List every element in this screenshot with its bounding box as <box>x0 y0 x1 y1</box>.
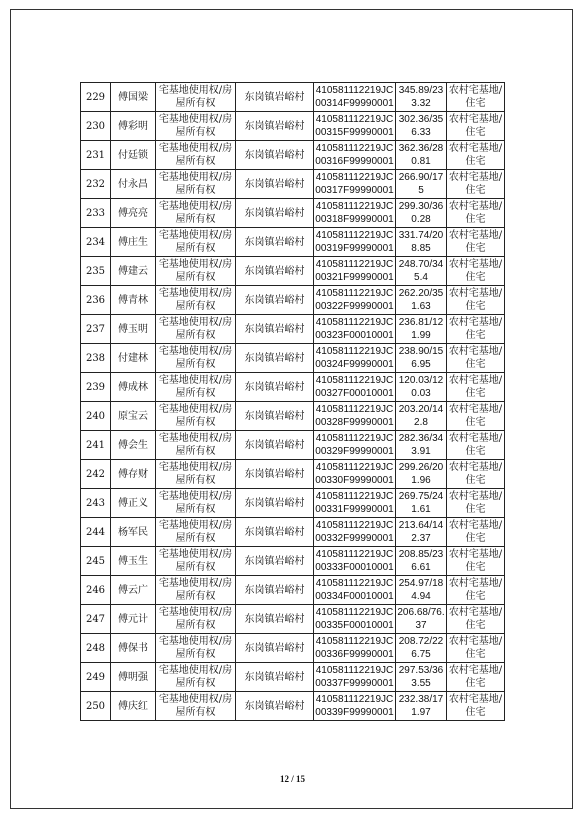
cell-right-type: 宅基地使用权/房屋所有权 <box>156 634 236 663</box>
cell-right-type: 宅基地使用权/房屋所有权 <box>156 286 236 315</box>
cell-location: 东岗镇岩峪村 <box>236 634 314 663</box>
cell-number: 230 <box>81 112 111 141</box>
cell-right-type: 宅基地使用权/房屋所有权 <box>156 605 236 634</box>
cell-area: 299.30/360.28 <box>396 199 447 228</box>
cell-number: 229 <box>81 83 111 112</box>
cell-right-type: 宅基地使用权/房屋所有权 <box>156 257 236 286</box>
cell-number: 248 <box>81 634 111 663</box>
cell-unit-code: 410581112219JC00317F99990001 <box>314 170 396 199</box>
cell-location: 东岗镇岩峪村 <box>236 112 314 141</box>
cell-unit-code: 410581112219JC00323F00010001 <box>314 315 396 344</box>
table-row <box>81 315 505 344</box>
table-row <box>81 83 505 112</box>
cell-area: 236.81/121.99 <box>396 315 447 344</box>
cell-land-use: 农村宅基地/住宅 <box>447 460 505 489</box>
cell-unit-code: 410581112219JC00321F99990001 <box>314 257 396 286</box>
cell-number: 237 <box>81 315 111 344</box>
cell-right-type: 宅基地使用权/房屋所有权 <box>156 315 236 344</box>
cell-number: 240 <box>81 402 111 431</box>
cell-location: 东岗镇岩峪村 <box>236 141 314 170</box>
cell-unit-code: 410581112219JC00324F99990001 <box>314 344 396 373</box>
cell-owner-name: 傅明强 <box>111 663 156 692</box>
cell-number: 249 <box>81 663 111 692</box>
cell-location: 东岗镇岩峪村 <box>236 83 314 112</box>
cell-right-type: 宅基地使用权/房屋所有权 <box>156 199 236 228</box>
cell-location: 东岗镇岩峪村 <box>236 576 314 605</box>
cell-unit-code: 410581112219JC00339F99990001 <box>314 692 396 721</box>
cell-unit-code: 410581112219JC00330F99990001 <box>314 460 396 489</box>
cell-land-use: 农村宅基地/住宅 <box>447 518 505 547</box>
cell-unit-code: 410581112219JC00322F99990001 <box>314 286 396 315</box>
table-row <box>81 576 505 605</box>
cell-land-use: 农村宅基地/住宅 <box>447 141 505 170</box>
cell-right-type: 宅基地使用权/房屋所有权 <box>156 663 236 692</box>
table-body <box>81 83 505 721</box>
cell-number: 236 <box>81 286 111 315</box>
page-number: 12 / 15 <box>279 774 305 784</box>
cell-number: 239 <box>81 373 111 402</box>
table-row <box>81 431 505 460</box>
cell-number: 232 <box>81 170 111 199</box>
cell-area: 362.36/280.81 <box>396 141 447 170</box>
cell-location: 东岗镇岩峪村 <box>236 489 314 518</box>
cell-location: 东岗镇岩峪村 <box>236 605 314 634</box>
table-row <box>81 112 505 141</box>
cell-number: 235 <box>81 257 111 286</box>
cell-land-use: 农村宅基地/住宅 <box>447 228 505 257</box>
cell-area: 269.75/241.61 <box>396 489 447 518</box>
cell-land-use: 农村宅基地/住宅 <box>447 83 505 112</box>
cell-land-use: 农村宅基地/住宅 <box>447 344 505 373</box>
table-row <box>81 402 505 431</box>
cell-number: 242 <box>81 460 111 489</box>
cell-owner-name: 傅存财 <box>111 460 156 489</box>
cell-unit-code: 410581112219JC00314F99990001 <box>314 83 396 112</box>
cell-number: 233 <box>81 199 111 228</box>
cell-right-type: 宅基地使用权/房屋所有权 <box>156 402 236 431</box>
cell-unit-code: 410581112219JC00337F99990001 <box>314 663 396 692</box>
cell-area: 331.74/208.85 <box>396 228 447 257</box>
cell-owner-name: 傅亮亮 <box>111 199 156 228</box>
cell-right-type: 宅基地使用权/房屋所有权 <box>156 460 236 489</box>
cell-area: 248.70/345.4 <box>396 257 447 286</box>
cell-location: 东岗镇岩峪村 <box>236 344 314 373</box>
cell-owner-name: 傅彩明 <box>111 112 156 141</box>
cell-owner-name: 傅保书 <box>111 634 156 663</box>
cell-land-use: 农村宅基地/住宅 <box>447 373 505 402</box>
cell-unit-code: 410581112219JC00315F99990001 <box>314 112 396 141</box>
cell-land-use: 农村宅基地/住宅 <box>447 286 505 315</box>
cell-land-use: 农村宅基地/住宅 <box>447 547 505 576</box>
cell-number: 243 <box>81 489 111 518</box>
cell-right-type: 宅基地使用权/房屋所有权 <box>156 83 236 112</box>
table-row <box>81 489 505 518</box>
cell-area: 203.20/142.8 <box>396 402 447 431</box>
cell-unit-code: 410581112219JC00318F99990001 <box>314 199 396 228</box>
table-row <box>81 518 505 547</box>
cell-land-use: 农村宅基地/住宅 <box>447 170 505 199</box>
cell-owner-name: 傅国梁 <box>111 83 156 112</box>
cell-area: 282.36/343.91 <box>396 431 447 460</box>
cell-right-type: 宅基地使用权/房屋所有权 <box>156 344 236 373</box>
cell-area: 208.72/226.75 <box>396 634 447 663</box>
table-row <box>81 663 505 692</box>
cell-land-use: 农村宅基地/住宅 <box>447 489 505 518</box>
cell-area: 232.38/171.97 <box>396 692 447 721</box>
cell-unit-code: 410581112219JC00327F00010001 <box>314 373 396 402</box>
cell-right-type: 宅基地使用权/房屋所有权 <box>156 576 236 605</box>
cell-number: 247 <box>81 605 111 634</box>
table-row <box>81 286 505 315</box>
cell-location: 东岗镇岩峪村 <box>236 257 314 286</box>
cell-area: 238.90/156.95 <box>396 344 447 373</box>
cell-location: 东岗镇岩峪村 <box>236 663 314 692</box>
cell-owner-name: 傅庄生 <box>111 228 156 257</box>
cell-right-type: 宅基地使用权/房屋所有权 <box>156 141 236 170</box>
cell-area: 345.89/233.32 <box>396 83 447 112</box>
cell-land-use: 农村宅基地/住宅 <box>447 112 505 141</box>
cell-location: 东岗镇岩峪村 <box>236 199 314 228</box>
cell-unit-code: 410581112219JC00328F99990001 <box>314 402 396 431</box>
cell-number: 241 <box>81 431 111 460</box>
cell-area: 206.68/76.37 <box>396 605 447 634</box>
table-row <box>81 141 505 170</box>
cell-owner-name: 原宝云 <box>111 402 156 431</box>
cell-number: 234 <box>81 228 111 257</box>
cell-number: 246 <box>81 576 111 605</box>
cell-area: 266.90/175 <box>396 170 447 199</box>
cell-owner-name: 傅玉明 <box>111 315 156 344</box>
cell-number: 245 <box>81 547 111 576</box>
cell-land-use: 农村宅基地/住宅 <box>447 576 505 605</box>
cell-area: 120.03/120.03 <box>396 373 447 402</box>
table-row <box>81 692 505 721</box>
cell-unit-code: 410581112219JC00333F00010001 <box>314 547 396 576</box>
cell-land-use: 农村宅基地/住宅 <box>447 634 505 663</box>
cell-owner-name: 杨军民 <box>111 518 156 547</box>
cell-land-use: 农村宅基地/住宅 <box>447 402 505 431</box>
table-row <box>81 460 505 489</box>
cell-location: 东岗镇岩峪村 <box>236 286 314 315</box>
cell-area: 262.20/351.63 <box>396 286 447 315</box>
cell-location: 东岗镇岩峪村 <box>236 315 314 344</box>
cell-land-use: 农村宅基地/住宅 <box>447 257 505 286</box>
cell-unit-code: 410581112219JC00336F99990001 <box>314 634 396 663</box>
cell-number: 231 <box>81 141 111 170</box>
table-row <box>81 547 505 576</box>
cell-location: 东岗镇岩峪村 <box>236 402 314 431</box>
cell-area: 297.53/363.55 <box>396 663 447 692</box>
cell-right-type: 宅基地使用权/房屋所有权 <box>156 692 236 721</box>
cell-right-type: 宅基地使用权/房屋所有权 <box>156 547 236 576</box>
cell-unit-code: 410581112219JC00319F99990001 <box>314 228 396 257</box>
cell-right-type: 宅基地使用权/房屋所有权 <box>156 228 236 257</box>
cell-owner-name: 傅建云 <box>111 257 156 286</box>
cell-owner-name: 傅成林 <box>111 373 156 402</box>
cell-land-use: 农村宅基地/住宅 <box>447 663 505 692</box>
cell-area: 213.64/142.37 <box>396 518 447 547</box>
table-row <box>81 199 505 228</box>
registration-table <box>80 82 505 721</box>
cell-location: 东岗镇岩峪村 <box>236 547 314 576</box>
cell-number: 238 <box>81 344 111 373</box>
cell-owner-name: 付永昌 <box>111 170 156 199</box>
cell-right-type: 宅基地使用权/房屋所有权 <box>156 112 236 141</box>
cell-area: 208.85/236.61 <box>396 547 447 576</box>
cell-unit-code: 410581112219JC00332F99990001 <box>314 518 396 547</box>
cell-location: 东岗镇岩峪村 <box>236 431 314 460</box>
cell-right-type: 宅基地使用权/房屋所有权 <box>156 373 236 402</box>
table-row <box>81 634 505 663</box>
cell-right-type: 宅基地使用权/房屋所有权 <box>156 518 236 547</box>
cell-unit-code: 410581112219JC00334F00010001 <box>314 576 396 605</box>
cell-right-type: 宅基地使用权/房屋所有权 <box>156 489 236 518</box>
cell-area: 302.36/356.33 <box>396 112 447 141</box>
cell-area: 254.97/184.94 <box>396 576 447 605</box>
table-row <box>81 228 505 257</box>
table-row <box>81 344 505 373</box>
cell-owner-name: 傅元计 <box>111 605 156 634</box>
cell-right-type: 宅基地使用权/房屋所有权 <box>156 170 236 199</box>
cell-number: 250 <box>81 692 111 721</box>
cell-right-type: 宅基地使用权/房屋所有权 <box>156 431 236 460</box>
table-row <box>81 373 505 402</box>
cell-owner-name: 付建林 <box>111 344 156 373</box>
cell-unit-code: 410581112219JC00329F99990001 <box>314 431 396 460</box>
cell-unit-code: 410581112219JC00331F99990001 <box>314 489 396 518</box>
cell-location: 东岗镇岩峪村 <box>236 228 314 257</box>
table-row <box>81 257 505 286</box>
cell-owner-name: 付廷锁 <box>111 141 156 170</box>
cell-owner-name: 傅庆红 <box>111 692 156 721</box>
cell-owner-name: 傅青林 <box>111 286 156 315</box>
cell-location: 东岗镇岩峪村 <box>236 518 314 547</box>
cell-land-use: 农村宅基地/住宅 <box>447 315 505 344</box>
cell-number: 244 <box>81 518 111 547</box>
cell-land-use: 农村宅基地/住宅 <box>447 605 505 634</box>
cell-owner-name: 傅云广 <box>111 576 156 605</box>
cell-unit-code: 410581112219JC00335F00010001 <box>314 605 396 634</box>
cell-owner-name: 傅玉生 <box>111 547 156 576</box>
cell-location: 东岗镇岩峪村 <box>236 692 314 721</box>
cell-owner-name: 傅会生 <box>111 431 156 460</box>
table-row <box>81 605 505 634</box>
cell-location: 东岗镇岩峪村 <box>236 373 314 402</box>
cell-location: 东岗镇岩峪村 <box>236 460 314 489</box>
cell-land-use: 农村宅基地/住宅 <box>447 692 505 721</box>
cell-area: 299.26/201.96 <box>396 460 447 489</box>
table-row <box>81 170 505 199</box>
cell-land-use: 农村宅基地/住宅 <box>447 431 505 460</box>
cell-location: 东岗镇岩峪村 <box>236 170 314 199</box>
cell-unit-code: 410581112219JC00316F99990001 <box>314 141 396 170</box>
cell-owner-name: 傅正义 <box>111 489 156 518</box>
cell-land-use: 农村宅基地/住宅 <box>447 199 505 228</box>
